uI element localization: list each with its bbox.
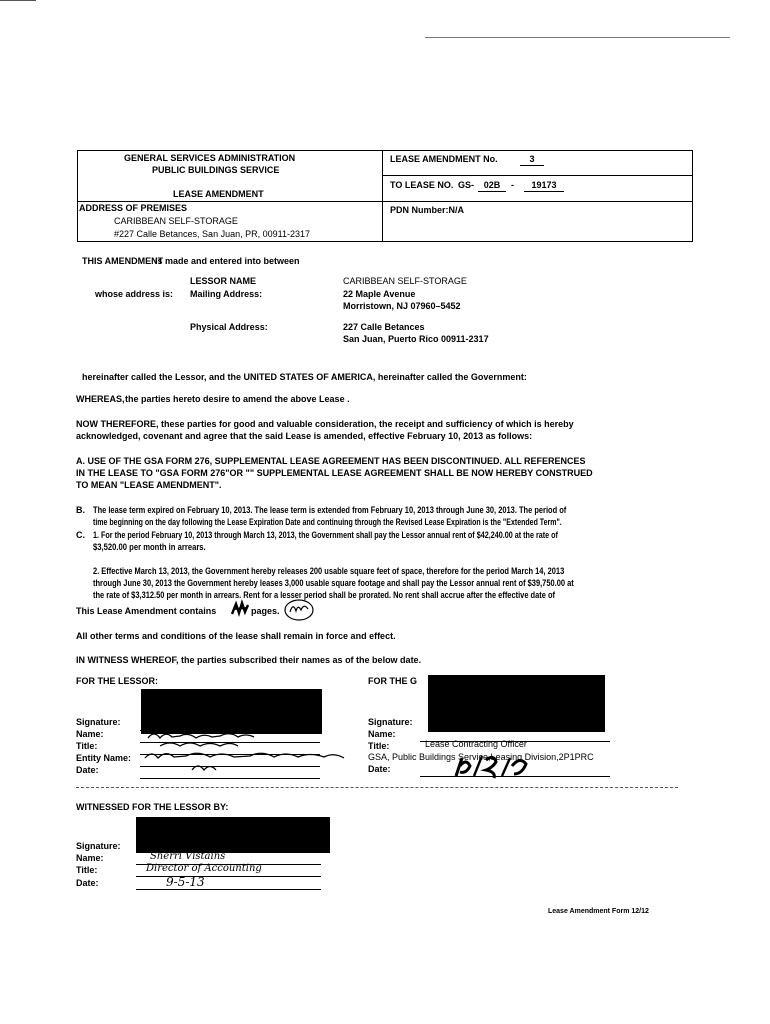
scan-mark-top-right: [425, 37, 730, 38]
para-c-line1: 1. For the period February 10, 2013 through March 13, 2013, the Government shall pay the Lessor annual rent of $42,240.00 at the rate of: [93, 530, 558, 540]
service-name: PUBLIC BUILDINGS SERVICE: [152, 165, 280, 175]
para-b-line1: The lease term expired on February 10, 2013. The lease term is extended from February 10, 2013 through June 30, 2013. The period of: [93, 505, 567, 515]
witness-title-line: [136, 876, 321, 877]
gov-organization: GSA, Public Buildings Service,Leasing Division,2P1PRC: [368, 752, 594, 762]
premises-address: #227 Calle Betances, San Juan, PR, 00911-2317: [114, 229, 310, 239]
witnessed-by-heading: WITNESSED FOR THE LESSOR BY:: [76, 802, 229, 812]
now-therefore-line1: NOW THEREFORE, these parties for good and valuable consideration, the receipt and sufficiency of which is hereby: [76, 419, 574, 429]
para-b-label: B.: [76, 505, 85, 515]
initials-circle-mark: [283, 598, 317, 622]
gov-date-handwriting-scribble: [452, 752, 532, 780]
lessor-name: CARIBBEAN SELF-STORAGE: [343, 276, 467, 286]
physical-address-line2: San Juan, Puerto Rico 00911-2317: [343, 334, 489, 344]
lessor-date-line: [140, 778, 320, 779]
para-a-line3: TO MEAN "LEASE AMENDMENT".: [76, 480, 222, 490]
witness-date-label: Date:: [76, 878, 99, 888]
witness-signature-redaction: [136, 817, 330, 853]
para-b-line2: time beginning on the day following the Lease Expiration Date and continuing through the Revised Lease Expiration is the "Extended Term".: [93, 517, 562, 527]
witness-signature-label: Signature:: [76, 841, 121, 851]
witness-title-handwritten: Director of Accounting: [146, 863, 262, 874]
contains-pages-pre: This Lease Amendment contains: [76, 606, 217, 616]
witness-name-label: Name:: [76, 853, 104, 863]
amendment-label: LEASE AMENDMENT No.: [390, 154, 498, 164]
witness-date-line: [136, 889, 321, 890]
para-c2-line2: through June 30, 2013 the Government hereby leases 3,000 usable square footage and shall pay the Lessor annual rent of $39,750.00 at: [93, 578, 574, 588]
lease-number-value: 19173: [524, 180, 564, 192]
in-witness-whereof: IN WITNESS WHEREOF, the parties subscribed their names as of the below date.: [76, 655, 422, 665]
witness-name-handwritten: Sherri Vistains: [150, 851, 226, 862]
para-a-line2: IN THE LEASE TO "GSA FORM 276"OR "" SUPPLEMENTAL LEASE AGREEMENT SHALL BE NOW HEREBY CONSTRUED: [76, 468, 593, 478]
whereas-rest: the parties hereto desire to amend the above Lease .: [125, 394, 350, 404]
intro-rest: is made and entered into between: [155, 256, 300, 266]
form-title: LEASE AMENDMENT: [173, 189, 264, 199]
para-a-line1: A. USE OF THE GSA FORM 276, SUPPLEMENTAL LEASE AGREEMENT HAS BEEN DISCONTINUED. ALL REFERENCES: [76, 456, 586, 466]
physical-address-line1: 227 Calle Betances: [343, 322, 425, 332]
lease-number-region: 02B: [478, 180, 506, 192]
intro-bold: THIS AMENDMENT: [82, 256, 164, 266]
premises-name: CARIBBEAN SELF-STORAGE: [114, 216, 238, 226]
mailing-address-line2: Morristown, NJ 07960–5452: [343, 301, 461, 311]
lessor-handwriting-scribbles: [140, 728, 350, 778]
scan-mark-top-left: [0, 0, 36, 1]
lease-number-prefix: GS-: [458, 180, 475, 190]
lessor-date-label: Date:: [76, 765, 99, 775]
lessor-signature-label: Signature:: [76, 717, 121, 727]
page-count-handwriting-scribble: [230, 601, 250, 617]
lessor-name-field-label: Name:: [76, 729, 104, 739]
form-identifier-footer: Lease Amendment Form 12/12: [548, 908, 649, 915]
gov-date-label: Date:: [368, 764, 391, 774]
now-therefore-line2: acknowledged, covenant and agree that the said Lease is amended, effective February 10, 2013 as follows:: [76, 431, 533, 441]
mailing-address-line1: 22 Maple Avenue: [343, 289, 416, 299]
section-divider: [76, 787, 678, 788]
contains-pages-post: pages.: [251, 606, 280, 616]
amendment-number: 3: [520, 154, 544, 166]
whose-address-label: whose address is:: [95, 289, 174, 299]
for-government-heading: FOR THE G: [368, 676, 417, 686]
mailing-address-label: Mailing Address:: [190, 289, 263, 299]
lessor-title-label: Title:: [76, 741, 98, 751]
para-c2-line1: 2. Effective March 13, 2013, the Government hereby releases 200 usable square feet of space, therefore for the period March 14, 2013: [93, 566, 565, 576]
other-terms: All other terms and conditions of the lease shall remain in force and effect.: [76, 631, 396, 641]
witness-date-handwritten: 9-5-13: [166, 875, 205, 889]
lessor-entity-label: Entity Name:: [76, 753, 132, 763]
for-lessor-heading: FOR THE LESSOR:: [76, 676, 159, 686]
gov-signature-label: Signature:: [368, 717, 413, 727]
hereinafter-clause: hereinafter called the Lessor, and the UNITED STATES OF AMERICA, hereinafter called the Government:: [82, 372, 527, 382]
agency-name: GENERAL SERVICES ADMINISTRATION: [124, 153, 296, 163]
para-c-label: C.: [76, 530, 85, 540]
gov-name-line: [420, 741, 610, 742]
para-c2-line3: the rate of $3,312.50 per month in arrears. Rent for a lesser period shall be prorated. No rent shall accrue after the effective date of: [93, 590, 556, 600]
witness-title-label: Title:: [76, 865, 98, 875]
gov-signature-redaction: [428, 710, 605, 732]
whereas-bold: WHEREAS,: [76, 394, 125, 404]
para-c-line2: $3,520.00 per month in arrears.: [93, 542, 206, 552]
pdn-number: PDN Number:N/A: [390, 205, 465, 215]
gov-title-label: Title:: [368, 741, 390, 751]
gov-title-value: Lease Contracting Officer: [425, 739, 527, 749]
premises-label: ADDRESS OF PREMISES: [79, 203, 188, 213]
physical-address-label: Physical Address:: [190, 322, 268, 332]
lease-number-separator: -: [511, 180, 514, 190]
gov-name-label: Name:: [368, 729, 396, 739]
lessor-name-label: LESSOR NAME: [190, 276, 257, 286]
lease-number-label: TO LEASE NO.: [390, 180, 454, 190]
